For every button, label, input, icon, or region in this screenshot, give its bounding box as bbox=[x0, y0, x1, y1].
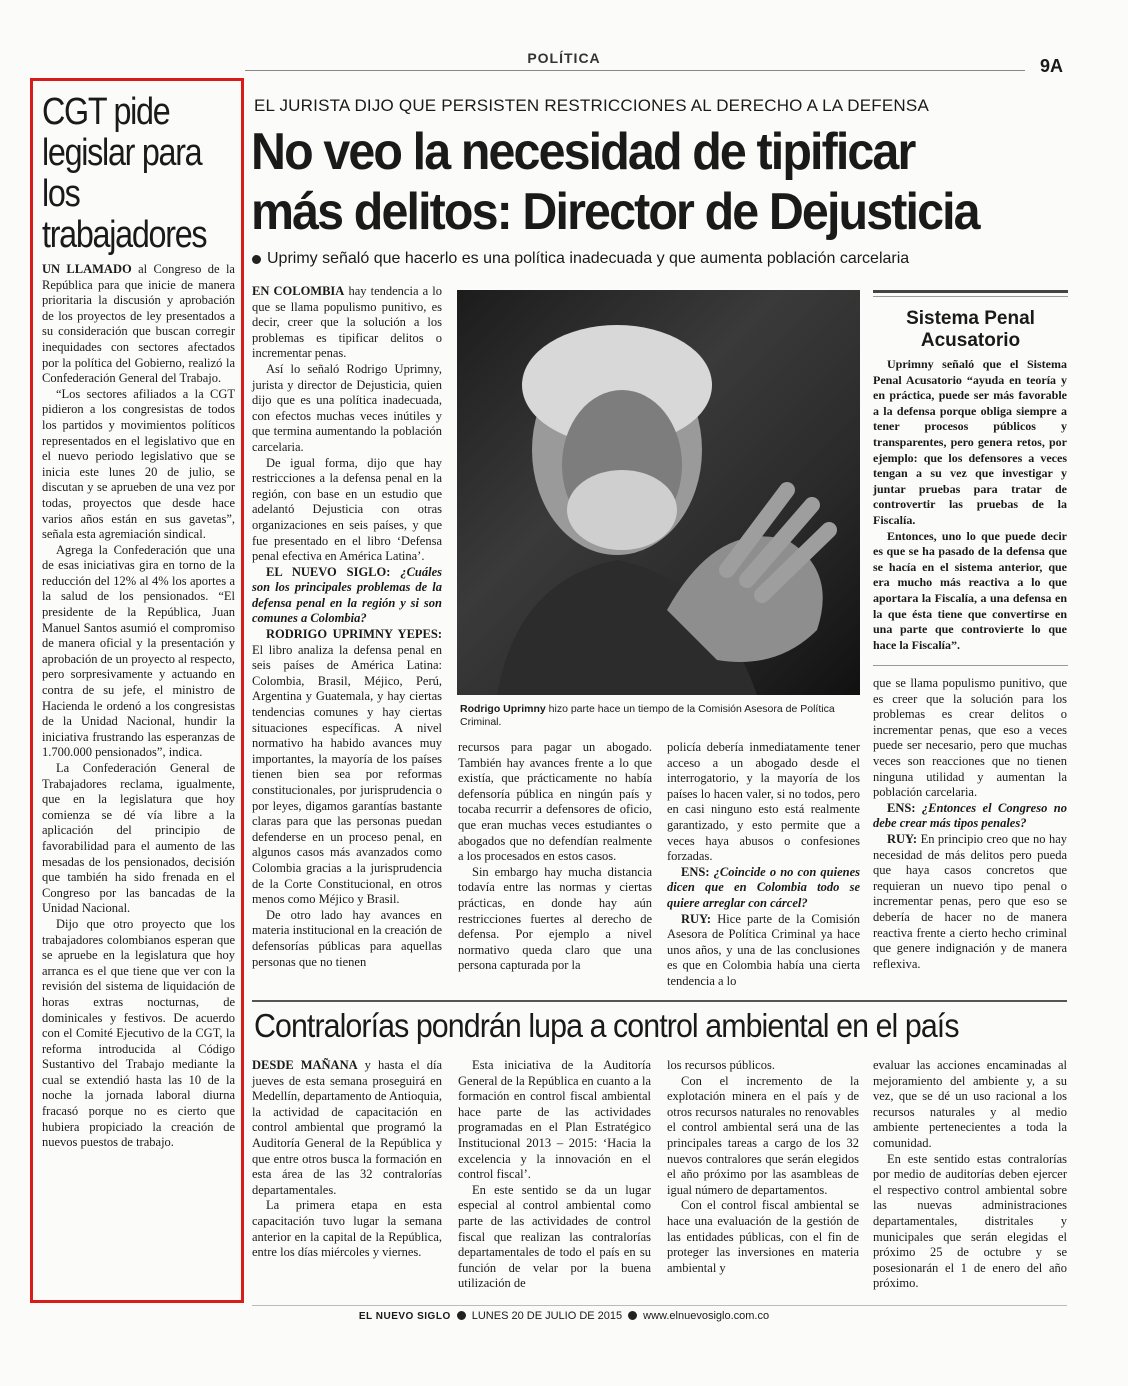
sidebar-paragraph: La Confederación General de Trabajadores reclama, igualmente, que en la legislatura que hoy comienza se dé vía libre a la aplicación del principio de favorabilidad para el aumento de las mesadas de los pensionados, decisión que también ha sido frenada en el Congreso por las bancadas de la Unidad Nacional. bbox=[42, 761, 235, 916]
story-divider bbox=[252, 1000, 1067, 1002]
second-col-1: DESDE MAÑANA y hasta el día jueves de esta semana proseguirá en Medellín, departamento de Antioquia, la actividad de capacitación en control ambiental que programó la Auditoría General de la República y que entre otros busca la formación en esta área de las 32 contralorías departamentales. La primera etapa en esta capacitación tuvo lugar la semana anterior en la capital de la República, entre los días miércoles y viernes. bbox=[252, 1058, 442, 1260]
second-headline: Contralorías pondrán lupa a control ambiental en el país bbox=[254, 1007, 959, 1044]
footer-paper-name: EL NUEVO SIGLO bbox=[358, 1311, 451, 1322]
page-number: 9A bbox=[1040, 56, 1064, 76]
box-rule bbox=[873, 290, 1068, 293]
footer-rule bbox=[252, 1305, 1067, 1306]
box-title: Sistema Penal Acusatorio bbox=[906, 308, 1035, 351]
footer bbox=[0, 1310, 1128, 1322]
deck: Uprimy señaló que hacerlo es una política inadecuada y que aumenta población carcelaria bbox=[252, 250, 909, 268]
main-col-4: que se llama populismo punitivo, que es creer que la solución para los problemas es crear delitos o incrementar penas, que eso a veces puede ser necesario, pero que muchas veces son reacciones que no tienen ninguna utilidad y aumentan la población carcelaria. ENS: ¿Entonces el Congreso no debe crear más tipos penales? RUY: En principio creo que no hay necesidad de más delitos pero pueda que haya casos concretos que requieran un nuevo tipo penal o incrementar penas, pero que eso se debería de hacer no de manera reactiva frente a cierto hecho criminal que genere indignación y de manera reflexiva. bbox=[873, 676, 1067, 971]
photo-caption: Rodrigo Uprimny hizo parte hace un tiempo de la Comisión Asesora de Política Criminal. bbox=[460, 703, 835, 728]
sidebar-paragraph: Dijo que otro proyecto que los trabajadores colombianos esperan que se apruebe en la legislatura que hoy arranca es el que tiene que ver con la revisión del sistema de liquidación de horas extras nocturnas, de dominicales y festivos. De acuerdo con el Comité Ejecutivo de la CGT, la reforma introducida al Código Sustantivo del Trabajo mediante la cual se extendió hasta las 10 de la noche la jornada laboral diurna fracasó porque no es cierto que hubiera propiciado la creación de nuevos puestos de trabajo. bbox=[42, 916, 235, 1150]
sidebar-body: UN LLAMADO al Congreso de la República para que inicie de manera prioritaria la discusión y aprobación de los proyectos de ley presentados a su consideración que buscan corregir inequidades con sectores afectados por la política del Gobierno, realizó la Confederación General del Trabajo. “Los sectores afiliados a la CGT pidieron a los congresistas de todos los partidos y movimientos políticos representados en el legislativo que en el nuevo periodo legislativo que se inicia este lunes 20 de julio, se discutan y se aprueben de una vez por todas, proyectos que desde hace varios años están en sus gavetas”, señala esta agremiación sindical. Agrega la Confederación que una de esas iniciativas gira en torno de la reducción del 12% al 4% los aportes a la salud de los pensionados. “El presidente de la República, Juan Manuel Santos asumió el compromiso de manera oficial y la presentación y aprobación de un proyecto al respecto, pero sorpresivamente y actuando en contra de su jefe, el ministro de Hacienda le ordenó a los congresistas de la Unidad Nacional, hundir la iniciativa frustrando las esperanzas de 1.700.000 pensionados”, indica. La Confederación General de Trabajadores reclama, igualmente, que en la legislatura que hoy comienza se dé vía libre a la aplicación del principio de favorabilidad para el aumento de las mesadas de los pensionados, decisión que también ha sido frenada en el Congreso por las bancadas de la Unidad Nacional. Dijo que otro proyecto que los trabajadores colombianos esperan que se apruebe en la legislatura que hoy arranca es el que tiene que ver con la revisión del sistema de liquidación de horas extras nocturnas, de dominicales y festivos. De acuerdo con el Comité Ejecutivo de la CGT, la reforma introducida al Código Sustantivo del Trabajo mediante la cual se extendió hasta las 10 de la noche la jornada laboral diurna fracasó porque no es cierto que hubiera propiciado la creación de nuevos puestos de trabajo. bbox=[42, 262, 235, 1150]
footer-url[interactable]: www.elnuevosiglo.com.co bbox=[643, 1310, 770, 1322]
second-col-3: los recursos públicos. Con el incremento de la explotación minera en el país y de otros recursos naturales no renovables el control ambiental será una de las principales tareas a cargo de los 32 nuevos contralores que serán elegidos el año próximo por las asambleas de igual número de departamentos. Con el control fiscal ambiental se hace una evaluación de la gestión de las entidades públicas, con el fin de proteger las inversiones en materia ambiental y bbox=[667, 1058, 859, 1275]
portrait-photo bbox=[457, 290, 860, 695]
header-rule bbox=[245, 70, 1025, 71]
sidebar-lead: UN LLAMADO bbox=[42, 262, 132, 276]
section-label: POLÍTICA bbox=[527, 50, 601, 66]
main-col-3: policía debería inmediatamente tener acceso a un abogado desde el interrogatorio, y la mayoría de los países lo hacen valer, si no todos, pero en casi ninguno esto está realmente garantizado, y esto permite que a veces haya abusos o confesiones forzadas. ENS: ¿Coincide o no con quienes dicen que en Colombia todo se quiere arreglar con cárcel? RUY: Hice parte de la Comisión Asesora de Política Criminal ya hace unos años, y una de las conclusiones es que en Colombia había una cierta tendencia a lo bbox=[667, 740, 860, 988]
sidebar-headline: CGT pide legislar para los trabajadores bbox=[42, 91, 207, 256]
second-col-2: Esta iniciativa de la Auditoría General de la República en cuanto a la formación en control fiscal ambiental hace parte de las actividades programadas en el Plan Estratégico Institucional 2013 – 2015: ‘Hacia la excelencia y la innovación en el control fiscal’. En este sentido se da un lugar especial al control ambiental como parte de las actividades de control fiscal que realizan las contralorías departamentales de todo el país en su función de velar por la buena utilización de bbox=[458, 1058, 651, 1291]
main-headline: No veo la necesidad de tipificar más delitos: Director de Dejusticia bbox=[251, 123, 979, 241]
second-col-4: evaluar las acciones encaminadas al mejoramiento del ambiente y, a su vez, que se dé un uso racional a los recursos naturales y al medio ambiente pertenecientes a toda la comunidad. En este sentido estas contralorías por medio de auditorías deben ejercer el respectivo control ambiental sobre las nuevas administraciones departamentales, distritales y municipales que serán elegidas el próximo 25 de octubre y se posesionarán el 1 de enero del año próximo. bbox=[873, 1058, 1067, 1291]
bullet-icon bbox=[252, 255, 261, 264]
sidebar-paragraph: “Los sectores afiliados a la CGT pidieron a los congresistas de todos los partidos y movimientos políticos representados en el legislativo que en el nuevo periodo legislativo que se inicia este lunes 20 de julio, se discutan y se aprueben de una vez por todas, proyectos que desde hace varios años están en sus gavetas”, señala esta agremiación sindical. bbox=[42, 386, 235, 542]
kicker: EL JURISTA DIJO QUE PERSISTEN RESTRICCIONES AL DERECHO A LA DEFENSA bbox=[254, 96, 929, 115]
bullet-icon bbox=[628, 1311, 637, 1320]
main-col-2: recursos para pagar un abogado. También hay avances frente a lo que existía, que prácticamente no había defensoría pública en ningún país y tocaba recurrir a defensores de oficio, que eran muchas veces estudiantes o abogados que no defendían realmente a los procesados en estos casos. Sin embargo hay mucha distancia todavía entre las normas y ciertas prácticas, en donde hay aún restricciones fuertes al derecho de defensa. Por ejemplo a nivel normativo queda claro que una persona capturada por la bbox=[458, 740, 652, 973]
footer-date: LUNES 20 DE JULIO DE 2015 bbox=[471, 1310, 623, 1322]
box-rule bbox=[873, 296, 1068, 297]
main-col-1: EN COLOMBIA hay tendencia a lo que se llama populismo punitivo, es decir, creer que la solución a los problemas es tipificar delitos o incrementar penas. Así lo señaló Rodrigo Uprimny, jurista y director de Dejusticia, quien dijo que es una política inadecuada, con efectos muchas veces inútiles y que termina aumentando la población carcelaria. De igual forma, dijo que hay restricciones a la defensa penal en la región, con base en un estudio que adelantó Dejusticia con otras organizaciones en seis países, y que fue presentado en el libro ‘Defensa penal efectiva en América Latina’. EL NUEVO SIGLO: ¿Cuáles son los principales problemas de la defensa penal en la región y si son comunes a Colombia? RODRIGO UPRIMNY YEPES: El libro analiza la defensa penal en seis países de América Latina: Colombia, Brasil, Méjico, Perú, Argentina y Guatemala, y hay ciertas tendencias comunes y hay ciertas situaciones específicas. A nivel normativo ha habido avances muy importantes, la mayoría de los países tienen bien sea por reformas constitucionales, por jurisprudencia o por leyes, digamos garantías bastante claras para que las personas puedan defenderse en un proceso penal, en algunos casos más avanzados como Colombia gracias a la jurisprudencia de la Corte Constitucional, en otros menos como Méjico y Brasil. De otro lado hay avances en materia institucional en la creación de defensorías públicas para aquellas personas que no tienen bbox=[252, 284, 442, 969]
box-body: Uprimny señaló que el Sistema Penal Acusatorio “ayuda en teoría y en práctica, puede ser más favorable a la defensa porque obliga siempre a tener procesos públicos y transparentes, pero genera retos, por ejemplo: que los defensores a veces tengan a su vez que investigar y juntar pruebas para tratar de controvertir las pruebas de la Fiscalía. Entonces, uno lo que puede decir es que se ha pasado de la defensa que se hacía en el sistema anterior, que era mucho más reactiva a lo que aportara la Fiscalía, a una defensa en la que ésta tiene que convertirse en una parte que controvierte lo que hace la Fiscalía”. bbox=[873, 357, 1067, 652]
sidebar-paragraph: Agrega la Confederación que una de esas iniciativas gira en torno de la reducción del 12% al 4% los aportes a la salud de los pensionados. “El presidente de la República, Juan Manuel Santos asumió el compromiso de manera oficial y la presentación y aprobación de un proyecto al respecto, pero sorpresivamente y actuando en contra de su jefe, el ministro de Hacienda le ordenó a los congresistas de la Unidad Nacional, hundir la iniciativa frustrando las esperanzas de 1.700.000 pensionados”, indica. bbox=[42, 542, 235, 760]
box-bottom-rule bbox=[873, 665, 1068, 666]
bullet-icon bbox=[457, 1311, 466, 1320]
